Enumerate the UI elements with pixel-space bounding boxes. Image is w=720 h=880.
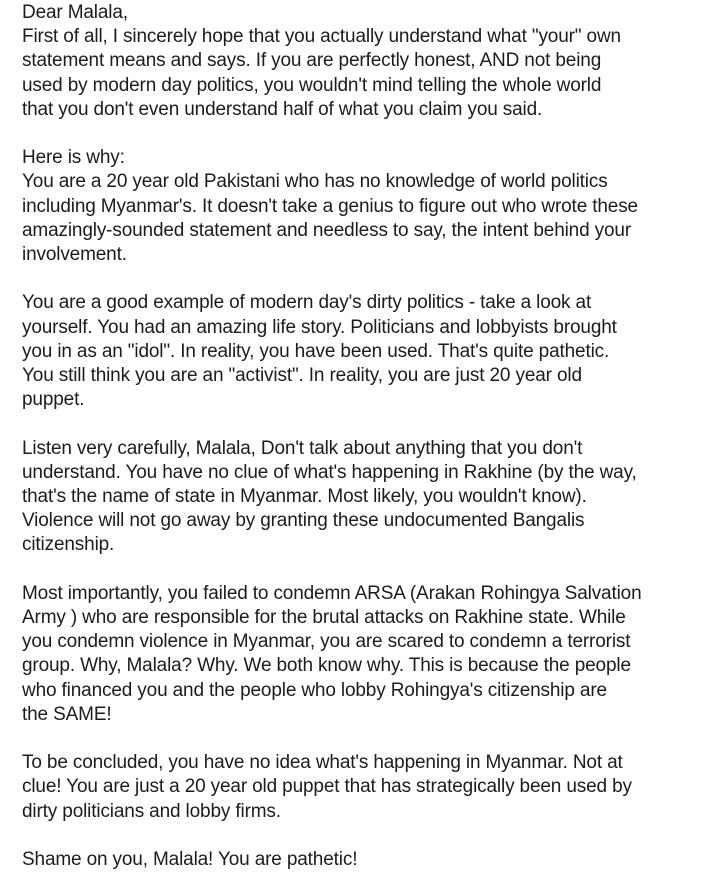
text-line: You still think you are an "activist". In reality, you are just 20 year old (22, 365, 582, 387)
text-line: you in as an "idol". In reality, you have been used. That's quite pathetic. (22, 340, 610, 362)
text-line: puppet. (22, 389, 85, 411)
text-line: Most importantly, you failed to condemn ARSA (Arakan Rohingya Salvation (22, 582, 642, 604)
text-line: dirty politicians and lobby firms. (22, 800, 281, 822)
text-line: Here is why: (22, 147, 125, 169)
paragraph-dirty-politics (22, 291, 714, 412)
paragraph-greeting (22, 1, 714, 122)
text-line: Shame on you, Malala! You are pathetic! (22, 849, 358, 871)
text-line: First of all, I sincerely hope that you actually understand what "your" own (22, 26, 621, 48)
text-line: Dear Malala, (22, 2, 128, 23)
text-line: statement means and says. If you are perfectly honest, AND not being (22, 50, 602, 72)
text-line: clue! You are just a 20 year old puppet that has strategically been used by (22, 776, 632, 798)
text-line: the SAME! (22, 703, 112, 725)
text-line: understand. You have no clue of what's happening in Rakhine (by the way, (22, 461, 637, 483)
text-line: You are a 20 year old Pakistani who has no knowledge of world politics (22, 171, 608, 193)
paragraph-conclusion (22, 751, 714, 824)
text-line: citizenship. (22, 534, 115, 556)
text-line: involvement. (22, 244, 127, 266)
text-line: To be concluded, you have no idea what's happening in Myanmar. Not at (22, 752, 623, 774)
text-line: including Myanmar's. It doesn't take a genius to figure out who wrote these (22, 195, 638, 217)
paragraph-closing (22, 848, 714, 872)
text-line: who financed you and the people who lobby Rohingya's citizenship are (22, 679, 607, 701)
paragraph-here-is-why (22, 146, 714, 267)
text-line: that you don't even understand half of what you claim you said. (22, 98, 543, 120)
paragraph-listen (22, 437, 714, 558)
text-line: you condemn violence in Myanmar, you are scared to condemn a terrorist (22, 631, 631, 653)
text-line: You are a good example of modern day's dirty politics - take a look at (22, 292, 592, 314)
text-line: Violence will not go away by granting these undocumented Bangalis (22, 510, 585, 532)
text-line: yourself. You had an amazing life story. Politicians and lobbyists brought (22, 316, 617, 338)
text-line: Listen very carefully, Malala, Don't talk about anything that you don't (22, 437, 583, 459)
text-line: group. Why, Malala? Why. We both know why. This is because the people (22, 655, 631, 677)
text-line: amazingly-sounded statement and needless to say, the intent behind your (22, 219, 632, 241)
paragraph-arsa (22, 582, 714, 727)
text-line: Army ) who are responsible for the brutal attacks on Rakhine state. While (22, 607, 626, 629)
text-line: that's the name of state in Myanmar. Most likely, you wouldn't know). (22, 486, 587, 508)
text-line: used by modern day politics, you wouldn't mind telling the whole world (22, 74, 602, 96)
